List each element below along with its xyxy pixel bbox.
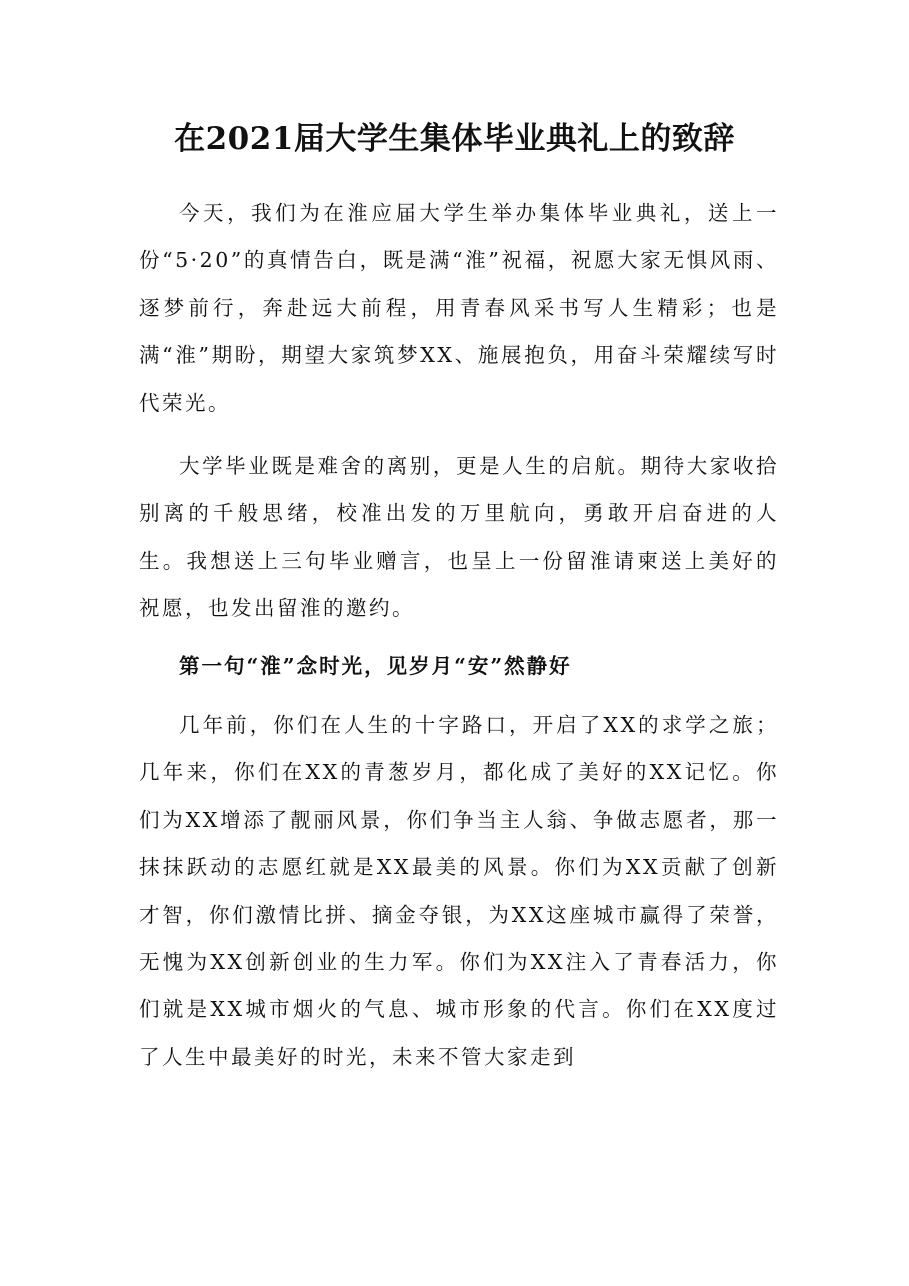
section-heading: 第一句“淮”念时光，见岁月“安”然静好 [179,654,572,678]
paragraph-1: 今天，我们为在淮应届大学生举办集体毕业典礼，送上一份“5·20”的真情告白，既是满“淮”祝福，祝愿大家无惧风雨、逐梦前行，奔赴远大前程，用青春风采书写人生精彩；也是满“淮”期盼，期望大家筑梦XX、施展抱负，用奋斗荣耀续写时代荣光。 [139,201,779,415]
document-title: 在2021届大学生集体毕业典礼上的致辞 [174,121,735,157]
section-paragraph: 几年前，你们在人生的十字路口，开启了XX的求学之旅；几年来，你们在XX的青葱岁月，都化成了美好的XX记忆。你们为XX增添了靓丽风景，你们争当主人翁、争做志愿者，那一抹抹跃动的志愿红就是XX最美的风景。你们为XX贡献了创新才智，你们激情比拼、摘金夺银，为XX这座城市赢得了荣誉，无愧为XX创新创业的生力军。你们为XX注入了青春活力，你们就是XX城市烟火的气息、城市形象的代言。你们在XX度过了人生中最美好的时光，未来不管大家走到 [139,713,779,1069]
paragraph-2: 大学毕业既是难舍的离别，更是人生的启航。期待大家收拾别离的千般思绪，校准出发的万里航向，勇敢开启奋进的人生。我想送上三句毕业赠言，也呈上一份留淮请柬送上美好的祝愿，也发出留淮的邀约。 [139,454,779,621]
paragraph-2-block [139,443,779,633]
section-paragraph-block [139,702,779,1081]
paragraph-1-block [139,190,779,427]
